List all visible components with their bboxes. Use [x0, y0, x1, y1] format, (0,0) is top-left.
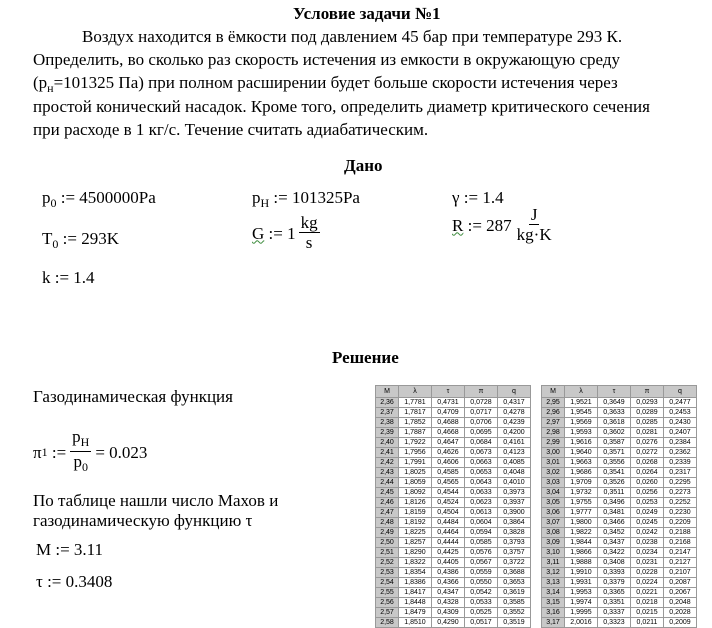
- table-cell: 2,98: [542, 428, 565, 438]
- table-row: [376, 518, 697, 528]
- table-cell: 0,4647: [432, 438, 465, 448]
- table-cell: 3,02: [542, 468, 565, 478]
- table-cell: 0,4731: [432, 398, 465, 408]
- table-cell: 0,4565: [432, 478, 465, 488]
- table-cell: 1,8257: [399, 538, 432, 548]
- table-row: [376, 608, 697, 618]
- table-cell: 0,3496: [598, 498, 631, 508]
- table-row: [376, 468, 697, 478]
- table-cell: 0,4425: [432, 548, 465, 558]
- table-row: [376, 408, 697, 418]
- table-cell: 0,3973: [498, 488, 531, 498]
- table-cell: 1,8417: [399, 588, 432, 598]
- table-cell: 0,0542: [465, 588, 498, 598]
- table-cell: 0,3452: [598, 528, 631, 538]
- table-cell: 1,8448: [399, 598, 432, 608]
- table-cell: 0,0268: [631, 458, 664, 468]
- table-cell: 1,8059: [399, 478, 432, 488]
- table-cell: 0,3688: [498, 568, 531, 578]
- table-cell: 0,4688: [432, 418, 465, 428]
- table-cell: 1,9777: [565, 508, 598, 518]
- table-header: τ: [432, 386, 465, 398]
- table-cell: 0,0264: [631, 468, 664, 478]
- table-cell: 0,0218: [631, 598, 664, 608]
- table-cell: 1,9640: [565, 448, 598, 458]
- table-cell: 0,0663: [465, 458, 498, 468]
- table-cell: 0,3437: [598, 538, 631, 548]
- table-cell: 0,0221: [631, 588, 664, 598]
- table-cell: 0,0585: [465, 538, 498, 548]
- table-cell: 0,3466: [598, 518, 631, 528]
- table-cell: 0,3619: [498, 588, 531, 598]
- table-cell: 0,0231: [631, 558, 664, 568]
- table-cell: 0,0533: [465, 598, 498, 608]
- table-cell: 0,3422: [598, 548, 631, 558]
- table-cell: 0,3618: [598, 418, 631, 428]
- table-cell: 0,4309: [432, 608, 465, 618]
- table-cell: 2,58: [376, 618, 399, 628]
- table-cell: 0,3337: [598, 608, 631, 618]
- table-cell: 3,14: [542, 588, 565, 598]
- table-cell: 0,0633: [465, 488, 498, 498]
- table-cell: 2,0016: [565, 618, 598, 628]
- table-cell: 0,2252: [664, 498, 697, 508]
- table-cell: 3,13: [542, 578, 565, 588]
- table-cell: 1,9800: [565, 518, 598, 528]
- table-cell: 0,3365: [598, 588, 631, 598]
- table-cell: 0,4484: [432, 518, 465, 528]
- table-cell: 0,3602: [598, 428, 631, 438]
- table-cell: 1,9931: [565, 578, 598, 588]
- table-cell: 1,7991: [399, 458, 432, 468]
- table-cell: 3,00: [542, 448, 565, 458]
- table-row: [376, 428, 697, 438]
- table-cell: 0,0238: [631, 538, 664, 548]
- table-cell: 0,3722: [498, 558, 531, 568]
- table-cell: 0,3511: [598, 488, 631, 498]
- table-cell: 1,9995: [565, 608, 598, 618]
- table-row: [376, 588, 697, 598]
- table-cell: 1,7956: [399, 448, 432, 458]
- table-cell: 0,0272: [631, 448, 664, 458]
- table-cell: 0,2273: [664, 488, 697, 498]
- table-cell: 1,9974: [565, 598, 598, 608]
- table-cell: 1,8479: [399, 608, 432, 618]
- table-cell: 0,0249: [631, 508, 664, 518]
- table-cell: 0,4239: [498, 418, 531, 428]
- table-cell: 0,4504: [432, 508, 465, 518]
- table-cell: 0,3393: [598, 568, 631, 578]
- table-cell: 0,3585: [498, 598, 531, 608]
- table-cell: 0,2087: [664, 578, 697, 588]
- problem-title: Условие задачи №1: [293, 4, 441, 23]
- table-cell: 0,2067: [664, 588, 697, 598]
- table-cell: 0,0293: [631, 398, 664, 408]
- table-cell: 1,8192: [399, 518, 432, 528]
- table-cell: 0,4317: [498, 398, 531, 408]
- table-cell: 0,4085: [498, 458, 531, 468]
- table-cell: 0,2430: [664, 418, 697, 428]
- table-row: [376, 558, 697, 568]
- table-cell: 0,2209: [664, 518, 697, 528]
- table-cell: 2,57: [376, 608, 399, 618]
- table-cell: 2,52: [376, 558, 399, 568]
- tau-value: τ := 0.3408: [36, 572, 113, 591]
- table-cell: 0,3571: [598, 448, 631, 458]
- table-cell: 0,0550: [465, 578, 498, 588]
- table-cell: 0,2317: [664, 468, 697, 478]
- table-cell: 0,2168: [664, 538, 697, 548]
- table-row: [376, 488, 697, 498]
- table-cell: 2,44: [376, 478, 399, 488]
- table-cell: 3,12: [542, 568, 565, 578]
- solution-heading: Решение: [332, 348, 399, 367]
- table-cell: 0,3828: [498, 528, 531, 538]
- table-cell: 1,9521: [565, 398, 598, 408]
- table-cell: 3,09: [542, 538, 565, 548]
- table-cell: 0,0695: [465, 428, 498, 438]
- table-cell: 2,50: [376, 538, 399, 548]
- table-cell: 0,4048: [498, 468, 531, 478]
- table-cell: 0,2147: [664, 548, 697, 558]
- table-cell: 3,07: [542, 518, 565, 528]
- table-cell: 1,9709: [565, 478, 598, 488]
- table-cell: 1,7781: [399, 398, 432, 408]
- gas-dynamic-table: [375, 385, 705, 626]
- given-k: k := 1.4: [42, 268, 95, 287]
- table-cell: 2,97: [542, 418, 565, 428]
- table-cell: 2,46: [376, 498, 399, 508]
- table-cell: 1,9822: [565, 528, 598, 538]
- table-cell: 0,0253: [631, 498, 664, 508]
- table-cell: 1,8126: [399, 498, 432, 508]
- table-cell: 0,0215: [631, 608, 664, 618]
- problem-line-3: ($p_н=101325$ Па) при полном расширении будет больше скорости истечения через: [33, 73, 618, 95]
- table-cell: 3,10: [542, 548, 565, 558]
- table-cell: 0,0242: [631, 528, 664, 538]
- table-cell: 0,0717: [465, 408, 498, 418]
- given-heading: Дано: [344, 156, 383, 175]
- table-cell: 0,0517: [465, 618, 498, 628]
- table-cell: 2,43: [376, 468, 399, 478]
- table-header: M: [542, 386, 565, 398]
- table-cell: 0,4464: [432, 528, 465, 538]
- table-cell: 0,0285: [631, 418, 664, 428]
- table-row: [376, 548, 697, 558]
- table-cell: 0,3937: [498, 498, 531, 508]
- table-cell: 0,0604: [465, 518, 498, 528]
- table-cell: 0,3793: [498, 538, 531, 548]
- table-cell: 0,2009: [664, 618, 697, 628]
- table-cell: 2,54: [376, 578, 399, 588]
- table-row: [376, 598, 697, 608]
- table-cell: 0,4709: [432, 408, 465, 418]
- table-cell: 0,3900: [498, 508, 531, 518]
- table-cell: 2,51: [376, 548, 399, 558]
- table-cell: 0,3519: [498, 618, 531, 628]
- given-g: G := 1 $\frac{kg}{s}$: [252, 213, 318, 252]
- table-cell: 0,3408: [598, 558, 631, 568]
- table-row: [376, 528, 697, 538]
- table-cell: 0,0643: [465, 478, 498, 488]
- table-cell: 3,11: [542, 558, 565, 568]
- table-cell: 3,15: [542, 598, 565, 608]
- table-cell: 1,8354: [399, 568, 432, 578]
- table-cell: 0,0613: [465, 508, 498, 518]
- table-cell: 0,2028: [664, 608, 697, 618]
- table-cell: 2,95: [542, 398, 565, 408]
- table-cell: 0,3757: [498, 548, 531, 558]
- table-cell: 2,36: [376, 398, 399, 408]
- table-cell: 3,16: [542, 608, 565, 618]
- table-cell: 0,2230: [664, 508, 697, 518]
- table-cell: 0,4278: [498, 408, 531, 418]
- table-cell: 0,0228: [631, 568, 664, 578]
- table-cell: 0,3649: [598, 398, 631, 408]
- table-row: [376, 618, 697, 628]
- table-cell: 1,9569: [565, 418, 598, 428]
- table-cell: 0,2188: [664, 528, 697, 538]
- table-cell: 0,0245: [631, 518, 664, 528]
- table-cell: 1,7922: [399, 438, 432, 448]
- table-cell: 0,0576: [465, 548, 498, 558]
- table-cell: 2,53: [376, 568, 399, 578]
- table-cell: 1,9686: [565, 468, 598, 478]
- table-header: λ: [565, 386, 598, 398]
- table-cell: 0,2339: [664, 458, 697, 468]
- table-cell: 0,3541: [598, 468, 631, 478]
- table-cell: 2,96: [542, 408, 565, 418]
- table-cell: 1,9953: [565, 588, 598, 598]
- pi-formula: π 1 := $\frac{p_H}{p_0}$ = 0.023: [33, 427, 148, 474]
- mach-value: M := 3.11: [36, 540, 104, 559]
- table-cell: 0,4668: [432, 428, 465, 438]
- table-cell: 1,9888: [565, 558, 598, 568]
- table-cell: 1,8290: [399, 548, 432, 558]
- table-cell: 1,7887: [399, 428, 432, 438]
- table-cell: 3,04: [542, 488, 565, 498]
- table-cell: 2,48: [376, 518, 399, 528]
- table-cell: 0,4386: [432, 568, 465, 578]
- table-cell: 1,9755: [565, 498, 598, 508]
- problem-line-2: Определить, во сколько раз скорость истечения из емкости в окружающую среду: [33, 50, 620, 69]
- table-cell: 0,4606: [432, 458, 465, 468]
- table-cell: 2,37: [376, 408, 399, 418]
- table-cell: 0,3379: [598, 578, 631, 588]
- table-cell: 1,8386: [399, 578, 432, 588]
- table-header: λ: [399, 386, 432, 398]
- table-cell: 3,03: [542, 478, 565, 488]
- table-header: π: [631, 386, 664, 398]
- table-cell: 1,8159: [399, 508, 432, 518]
- table-cell: 0,2127: [664, 558, 697, 568]
- table-cell: 0,4328: [432, 598, 465, 608]
- table-cell: 0,3633: [598, 408, 631, 418]
- table-cell: 1,9910: [565, 568, 598, 578]
- table-cell: 1,8092: [399, 488, 432, 498]
- table-cell: 0,0525: [465, 608, 498, 618]
- table-cell: 2,38: [376, 418, 399, 428]
- table-cell: 0,2048: [664, 598, 697, 608]
- table-header: q: [498, 386, 531, 398]
- table-cell: 0,0684: [465, 438, 498, 448]
- table-cell: 2,47: [376, 508, 399, 518]
- table-cell: 2,55: [376, 588, 399, 598]
- table-cell: 0,4524: [432, 498, 465, 508]
- table-cell: 2,56: [376, 598, 399, 608]
- table-cell: 0,3351: [598, 598, 631, 608]
- table-cell: 1,8510: [399, 618, 432, 628]
- table-cell: 1,9593: [565, 428, 598, 438]
- table-cell: 0,4544: [432, 488, 465, 498]
- table-cell: 0,0276: [631, 438, 664, 448]
- table-cell: 0,3323: [598, 618, 631, 628]
- table-cell: 0,2362: [664, 448, 697, 458]
- table-cell: 1,9545: [565, 408, 598, 418]
- gdf-label: Газодинамическая функция: [33, 387, 233, 406]
- table-cell: 1,9866: [565, 548, 598, 558]
- table-cell: 0,2107: [664, 568, 697, 578]
- table-cell: 0,0623: [465, 498, 498, 508]
- given-t0: $T_0$ := 293K: [42, 229, 119, 251]
- table-cell: 3,05: [542, 498, 565, 508]
- table-row: [376, 398, 697, 408]
- table-cell: 1,9663: [565, 458, 598, 468]
- table-cell: 0,0559: [465, 568, 498, 578]
- table-cell: 0,3587: [598, 438, 631, 448]
- table-row: [376, 538, 697, 548]
- table-cell: 0,4626: [432, 448, 465, 458]
- table-cell: 3,06: [542, 508, 565, 518]
- table-cell: 0,2477: [664, 398, 697, 408]
- table-cell: 2,39: [376, 428, 399, 438]
- table-cell: 0,3864: [498, 518, 531, 528]
- table-cell: 0,4405: [432, 558, 465, 568]
- table-header: M: [376, 386, 399, 398]
- table-header: τ: [598, 386, 631, 398]
- table-note-1: По таблице нашли число Махов и: [33, 491, 279, 510]
- table-cell: 1,9844: [565, 538, 598, 548]
- table-header: q: [664, 386, 697, 398]
- table-cell: 2,99: [542, 438, 565, 448]
- table-cell: 0,3526: [598, 478, 631, 488]
- table-cell: 3,17: [542, 618, 565, 628]
- problem-line-1: Воздух находится в ёмкости под давлением 45 бар при температуре 293 К.: [82, 27, 623, 46]
- table-cell: 0,0728: [465, 398, 498, 408]
- table-cell: 0,0653: [465, 468, 498, 478]
- table-cell: 0,4161: [498, 438, 531, 448]
- table-cell: 2,49: [376, 528, 399, 538]
- table-cell: 0,0706: [465, 418, 498, 428]
- table-cell: 1,8322: [399, 558, 432, 568]
- table-row: [376, 448, 697, 458]
- table-cell: 0,0289: [631, 408, 664, 418]
- table-cell: 3,01: [542, 458, 565, 468]
- table-cell: 0,4347: [432, 588, 465, 598]
- table-row: [376, 478, 697, 488]
- table-cell: 2,40: [376, 438, 399, 448]
- table-cell: 0,0224: [631, 578, 664, 588]
- given-pn: $p_H$ := 101325Pa: [252, 188, 360, 210]
- table-cell: 1,9616: [565, 438, 598, 448]
- problem-line-4: простой конический насадок. Кроме того, определить диаметр критического сечения: [33, 97, 650, 116]
- table-cell: 0,0260: [631, 478, 664, 488]
- table-cell: 0,0256: [631, 488, 664, 498]
- given-p0: $p_0$ := 4500000Pa: [42, 188, 156, 210]
- table-cell: 0,0673: [465, 448, 498, 458]
- table-cell: 0,2453: [664, 408, 697, 418]
- problem-line-5: при расходе в 1 кг/с. Течение считать адиабатическим.: [33, 120, 429, 139]
- table-cell: 1,7817: [399, 408, 432, 418]
- table-cell: 2,45: [376, 488, 399, 498]
- table-header: π: [465, 386, 498, 398]
- table-cell: 1,8225: [399, 528, 432, 538]
- given-gamma: γ := 1.4: [452, 188, 504, 207]
- table-cell: 0,3556: [598, 458, 631, 468]
- table-cell: 0,0594: [465, 528, 498, 538]
- table-cell: 0,4444: [432, 538, 465, 548]
- table-row: [376, 498, 697, 508]
- table-cell: 0,4123: [498, 448, 531, 458]
- table-row: [376, 418, 697, 428]
- table-cell: 0,0211: [631, 618, 664, 628]
- table-cell: 0,3653: [498, 578, 531, 588]
- table-cell: 0,4200: [498, 428, 531, 438]
- table-cell: 0,0567: [465, 558, 498, 568]
- table-cell: 1,8025: [399, 468, 432, 478]
- table-row: [376, 438, 697, 448]
- table-cell: 3,08: [542, 528, 565, 538]
- table-row: [376, 568, 697, 578]
- table-cell: 0,0234: [631, 548, 664, 558]
- table-row: [376, 508, 697, 518]
- table-cell: 0,4366: [432, 578, 465, 588]
- table-row: [376, 578, 697, 588]
- table-cell: 0,4010: [498, 478, 531, 488]
- table-cell: 1,7852: [399, 418, 432, 428]
- table-cell: 0,0281: [631, 428, 664, 438]
- table-cell: 0,4585: [432, 468, 465, 478]
- table-cell: 2,42: [376, 458, 399, 468]
- table-cell: 0,3481: [598, 508, 631, 518]
- table-cell: 2,41: [376, 448, 399, 458]
- table-cell: 1,9732: [565, 488, 598, 498]
- table-note-2: газодинамическую функцию τ: [33, 511, 253, 530]
- given-r: R := 287 $\frac{J}{kg\cdot K}$: [452, 205, 552, 244]
- table-cell: 0,4290: [432, 618, 465, 628]
- table-cell: 0,3552: [498, 608, 531, 618]
- table-row: [376, 458, 697, 468]
- table-cell: 0,2407: [664, 428, 697, 438]
- table-cell: 0,2295: [664, 478, 697, 488]
- table-cell: 0,2384: [664, 438, 697, 448]
